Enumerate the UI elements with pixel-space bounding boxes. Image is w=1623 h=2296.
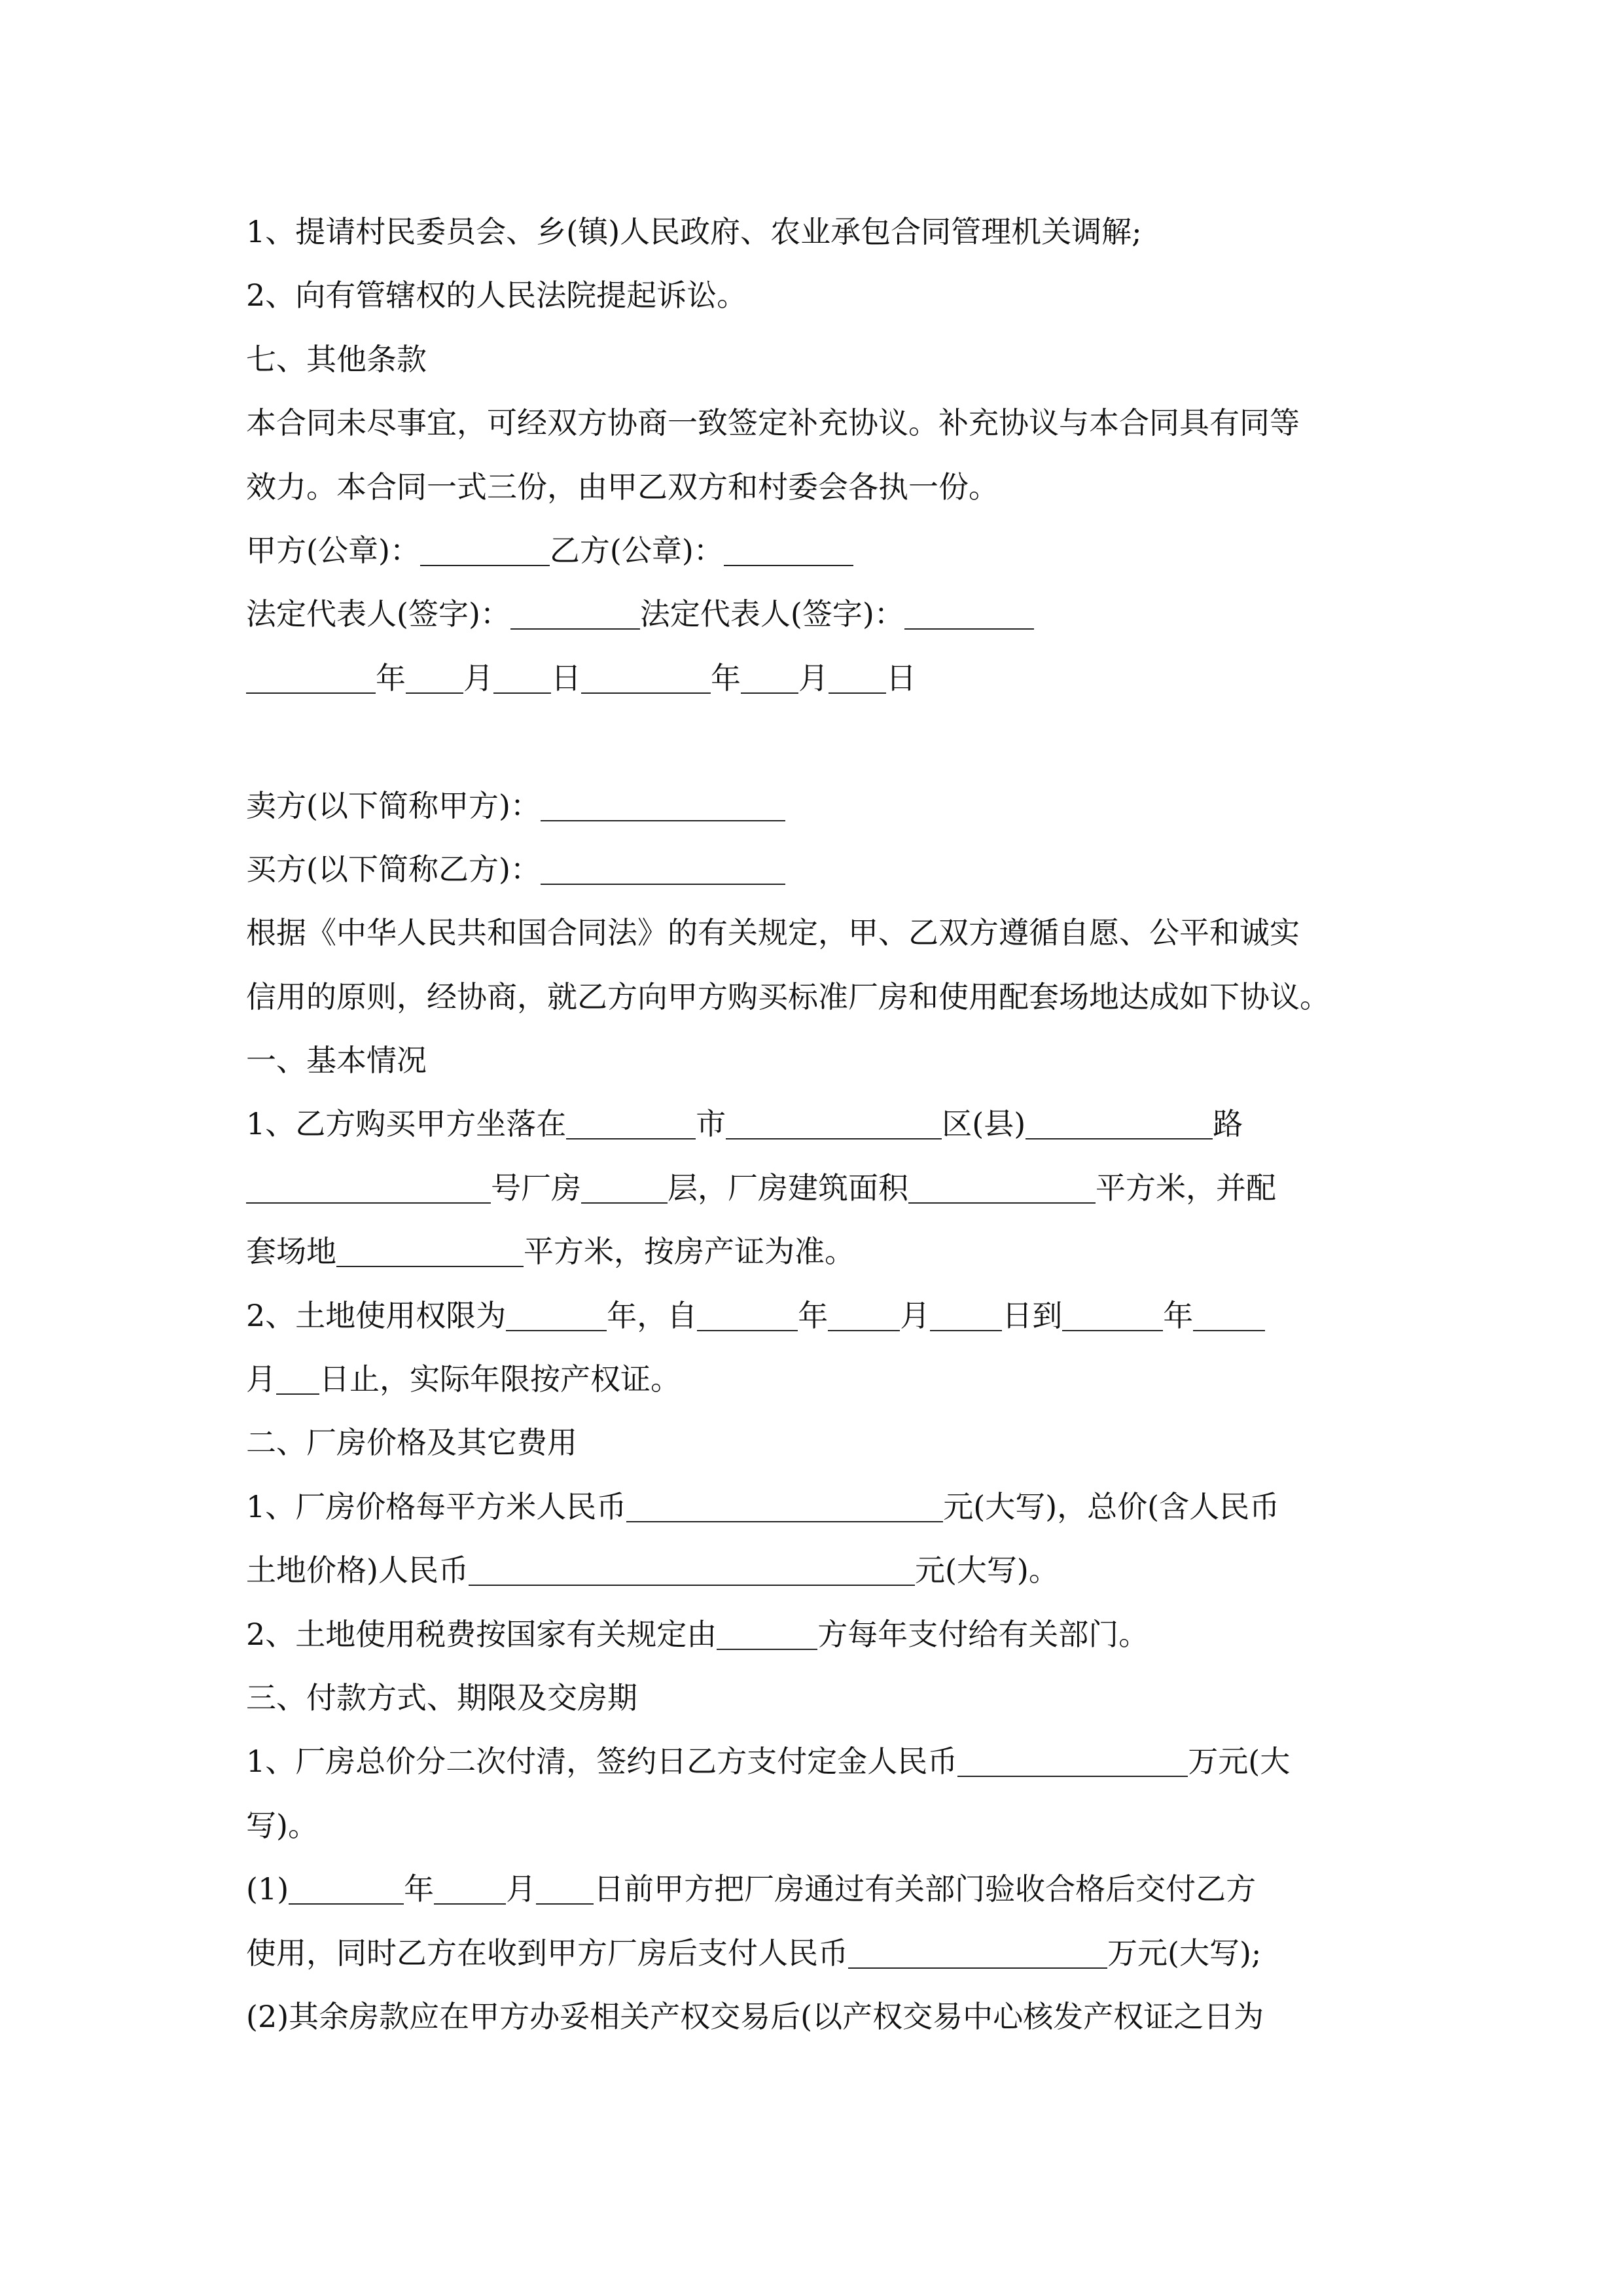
fill-in-blank[interactable] — [726, 1099, 942, 1139]
fill-in-blank[interactable] — [510, 589, 640, 630]
fill-in-blank[interactable] — [541, 844, 785, 885]
line-text: 市 — [696, 1106, 726, 1142]
line-text: 万元(大 — [1188, 1744, 1291, 1780]
fill-in-blank[interactable] — [506, 1291, 607, 1331]
fill-in-blank[interactable] — [581, 653, 711, 694]
spacer-line — [246, 710, 1381, 774]
fill-in-blank[interactable] — [420, 526, 550, 566]
line-text: 年 — [711, 660, 741, 696]
fill-in-blank[interactable] — [493, 653, 551, 694]
fill-in-blank[interactable] — [1062, 1291, 1163, 1331]
fill-in-blank[interactable] — [1193, 1291, 1265, 1331]
fill-in-blank[interactable] — [1026, 1099, 1213, 1139]
line-text: 1、提请村民委员会、乡(镇)人民政府、农业承包合同管理机关调解; — [246, 214, 1142, 249]
contract-body — [246, 200, 1381, 2049]
line-text: 1、厂房总价分二次付清，签约日乙方支付定金人民币 — [246, 1744, 958, 1780]
text-line — [246, 774, 1381, 838]
line-text: 二、厂房价格及其它费用 — [246, 1425, 577, 1461]
text-line — [246, 1029, 1381, 1092]
line-text: 日到 — [1002, 1297, 1063, 1333]
text-line — [246, 1092, 1381, 1156]
line-text: 本合同未尽事宜，可经双方协商一致签定补充协议。补充协议与本合同具有同等 — [246, 405, 1300, 441]
text-line — [246, 456, 1381, 519]
line-text: 写)。 — [246, 1807, 318, 1843]
text-line — [246, 1411, 1381, 1475]
line-text: 元(大写)。 — [914, 1552, 1059, 1588]
text-line — [246, 1985, 1381, 2049]
text-line — [246, 391, 1381, 455]
line-text: 年 — [798, 1297, 829, 1333]
line-text: 月 — [463, 660, 493, 696]
text-line — [246, 1284, 1381, 1348]
text-line — [246, 1220, 1381, 1283]
fill-in-blank[interactable] — [336, 1227, 524, 1267]
line-text: 土地价格)人民币 — [246, 1552, 469, 1588]
fill-in-blank[interactable] — [904, 589, 1034, 630]
line-text: 号厂房 — [491, 1170, 581, 1206]
fill-in-blank[interactable] — [541, 781, 785, 821]
fill-in-blank[interactable] — [626, 1482, 943, 1522]
line-text: 日止，实际年限按产权证。 — [319, 1361, 681, 1397]
line-text: 区(县) — [942, 1106, 1026, 1142]
line-text: 套场地 — [246, 1234, 336, 1270]
fill-in-blank[interactable] — [276, 1354, 319, 1395]
line-text: 路 — [1213, 1106, 1243, 1142]
line-text: 日 — [551, 660, 581, 696]
line-text: 乙方(公章)： — [549, 532, 724, 568]
fill-in-blank[interactable] — [848, 1928, 1107, 1969]
fill-in-blank[interactable] — [406, 653, 463, 694]
line-text: 一、基本情况 — [246, 1043, 427, 1079]
fill-in-blank[interactable] — [469, 1545, 915, 1586]
line-text: 月 — [246, 1361, 276, 1397]
fill-in-blank[interactable] — [246, 1163, 491, 1204]
line-text: 七、其他条款 — [246, 341, 427, 377]
line-text: 月 — [506, 1871, 537, 1907]
fill-in-blank[interactable] — [697, 1291, 798, 1331]
text-line — [246, 1475, 1381, 1539]
text-line — [246, 200, 1381, 264]
fill-in-blank[interactable] — [829, 653, 886, 694]
line-text: 平方米，并配 — [1096, 1170, 1276, 1206]
line-text: 2、土地使用税费按国家有关规定由 — [246, 1616, 717, 1652]
line-text: 甲方(公章)： — [246, 532, 420, 568]
text-line — [246, 1730, 1381, 1793]
line-text: 年，自 — [607, 1297, 698, 1333]
fill-in-blank[interactable] — [536, 1864, 594, 1905]
line-text: 卖方(以下简称甲方)： — [246, 787, 541, 823]
text-line — [246, 901, 1381, 965]
line-text: 效力。本合同一式三份，由甲乙双方和村委会各执一份。 — [246, 469, 999, 505]
fill-in-blank[interactable] — [828, 1291, 900, 1331]
text-line — [246, 1539, 1381, 1602]
text-line — [246, 1157, 1381, 1220]
line-text: 日 — [886, 660, 916, 696]
line-text: 层，厂房建筑面积 — [668, 1170, 908, 1206]
fill-in-blank[interactable] — [566, 1099, 696, 1139]
fill-in-blank[interactable] — [741, 653, 798, 694]
line-text: 三、付款方式、期限及交房期 — [246, 1679, 637, 1715]
line-text: 1、乙方购买甲方坐落在 — [246, 1106, 567, 1142]
fill-in-blank[interactable] — [724, 526, 853, 566]
line-text: 月 — [900, 1297, 931, 1333]
text-line — [246, 1794, 1381, 1857]
text-line — [246, 519, 1381, 583]
fill-in-blank[interactable] — [581, 1163, 668, 1204]
fill-in-blank[interactable] — [289, 1864, 404, 1905]
fill-in-blank[interactable] — [908, 1163, 1096, 1204]
line-text: (1) — [246, 1871, 289, 1907]
text-line — [246, 1666, 1381, 1730]
line-text: 根据《中华人民共和国合同法》的有关规定，甲、乙双方遵循自愿、公平和诚实 — [246, 915, 1300, 951]
line-text: 1、厂房价格每平方米人民币 — [246, 1488, 627, 1524]
line-text: 元(大写)，总价(含人民币 — [943, 1488, 1280, 1524]
text-line — [246, 647, 1381, 710]
line-text: 日前甲方把厂房通过有关部门验收合格后交付乙方 — [594, 1871, 1257, 1907]
line-text: (2)其余房款应在甲方办妥相关产权交易后(以产权交易中心核发产权证之日为 — [246, 1998, 1264, 2034]
line-text: 法定代表人(签字)： — [639, 596, 904, 632]
fill-in-blank[interactable] — [717, 1609, 817, 1650]
text-line — [246, 1922, 1381, 1985]
text-line — [246, 1857, 1381, 1921]
text-line — [246, 1348, 1381, 1411]
line-text: 买方(以下简称乙方)： — [246, 851, 541, 887]
fill-in-blank[interactable] — [246, 653, 376, 694]
text-line — [246, 965, 1381, 1029]
line-text: 方每年支付给有关部门。 — [817, 1616, 1149, 1652]
line-text: 信用的原则，经协商，就乙方向甲方购买标准厂房和使用配套场地达成如下协议。 — [246, 978, 1330, 1014]
fill-in-blank[interactable] — [930, 1291, 1002, 1331]
line-text: 平方米，按房产证为准。 — [524, 1234, 855, 1270]
line-text: 年 — [376, 660, 406, 696]
text-line — [246, 583, 1381, 646]
line-text: 月 — [798, 660, 829, 696]
text-line — [246, 328, 1381, 391]
fill-in-blank[interactable] — [957, 1736, 1188, 1777]
line-text: 2、土地使用权限为 — [246, 1297, 507, 1333]
line-text: 使用，同时乙方在收到甲方厂房后支付人民币 — [246, 1935, 848, 1971]
line-text: 万元(大写); — [1107, 1935, 1262, 1971]
line-text: 2、向有管辖权的人民法院提起诉讼。 — [246, 278, 747, 314]
line-text: 年 — [1163, 1297, 1194, 1333]
line-text: 年 — [404, 1871, 435, 1907]
text-line — [246, 838, 1381, 901]
fill-in-blank[interactable] — [434, 1864, 506, 1905]
text-line — [246, 264, 1381, 327]
line-text: 法定代表人(签字)： — [246, 596, 510, 632]
text-line — [246, 1603, 1381, 1666]
